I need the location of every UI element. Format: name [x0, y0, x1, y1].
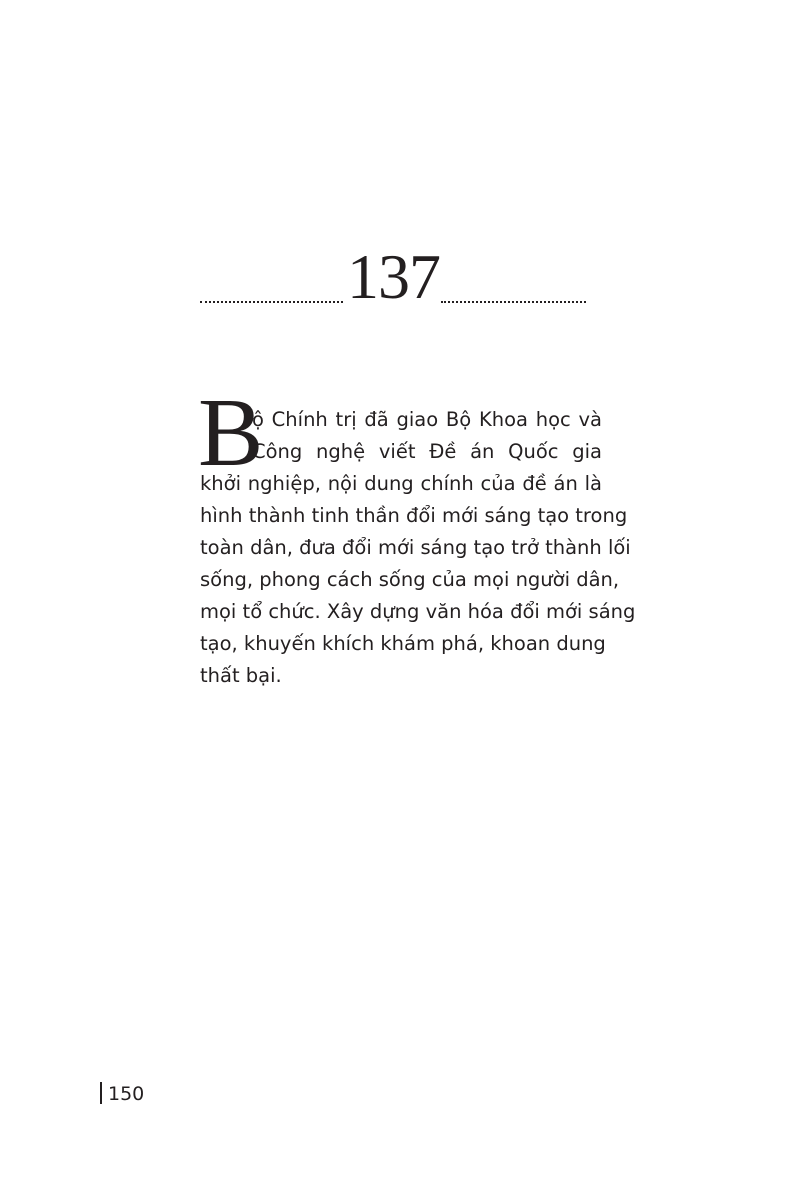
text-line: tạo, khuyến khích khám phá, khoan dung: [200, 632, 606, 655]
text-line: ộ Chính trị đã giao Bộ Khoa học và: [252, 408, 602, 431]
dotted-rule-left: [200, 301, 343, 303]
body-paragraph: [200, 404, 636, 692]
folio-bar: [100, 1082, 102, 1104]
text-line: khởi nghiệp, nội dung chính của đề án là: [200, 472, 602, 495]
text-line: sống, phong cách sống của mọi người dân,: [200, 568, 620, 591]
dotted-rule-right: [441, 301, 586, 303]
text-line: hình thành tinh thần đổi mới sáng tạo trong: [200, 504, 628, 527]
text-line: Công nghệ viết Đề án Quốc gia: [252, 440, 602, 463]
text-line: mọi tổ chức. Xây dựng văn hóa đổi mới sáng: [200, 600, 636, 623]
text-line: toàn dân, đưa đổi mới sáng tạo trở thành lối: [200, 536, 631, 559]
chapter-heading: [200, 241, 586, 312]
page-number: 150: [108, 1083, 145, 1105]
drop-cap: B: [198, 379, 264, 487]
text-line: thất bại.: [200, 664, 282, 687]
chapter-number: 137: [347, 241, 440, 312]
